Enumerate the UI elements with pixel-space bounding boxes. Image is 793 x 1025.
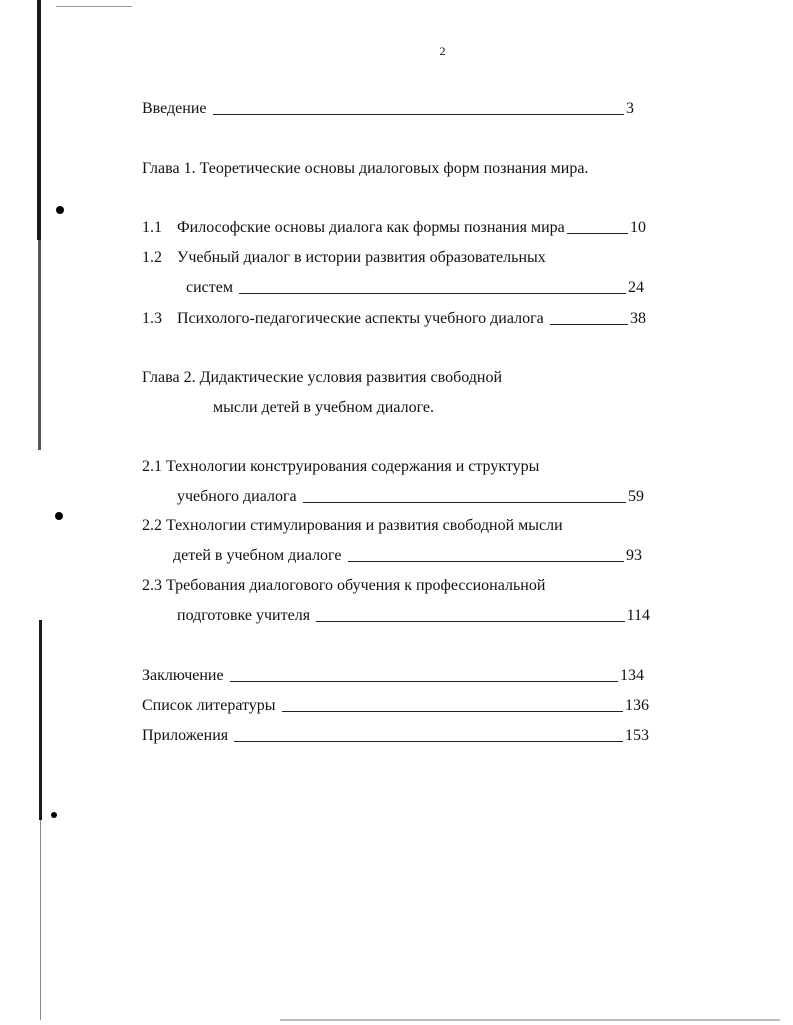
toc-leader-line — [213, 113, 625, 115]
toc-leader-line — [239, 292, 626, 294]
toc-entry-page: 38 — [630, 310, 646, 327]
toc-entry-1-2 — [186, 278, 644, 298]
toc-leader-line — [282, 710, 623, 712]
toc-entry-number: 1.1 — [142, 219, 162, 236]
toc-entry-label: детей в учебном диалоге — [173, 547, 342, 564]
toc-entry-appendices — [142, 726, 649, 746]
toc-entry-number: 1.3 — [142, 310, 162, 327]
toc-entry-number: 1.2 — [142, 249, 162, 266]
toc-entry-label: Психолого-педагогические аспекты учебного диалога — [177, 310, 544, 327]
toc-leader-line — [567, 232, 628, 234]
toc-entry-page: 93 — [626, 547, 642, 564]
chapter-1-title: Глава 1. Теоретические основы диалоговых форм познания мира. — [142, 160, 589, 177]
chapter-2-title-line1: Глава 2. Дидактические условия развития свободной — [142, 369, 503, 386]
toc-leader-line — [316, 620, 625, 622]
toc-entry-1-3 — [142, 309, 646, 329]
toc-entry-page: 3 — [626, 100, 634, 117]
toc-entry-label: систем — [186, 279, 233, 296]
toc-entry-references — [142, 696, 649, 716]
toc-entry-2-2-line1: 2.2 Технологии стимулирования и развития свободной мысли — [142, 517, 563, 534]
toc-entry-2-2 — [173, 546, 642, 566]
toc-entry-label: учебного диалога — [177, 488, 297, 505]
scan-dot — [51, 812, 57, 818]
toc-entry-label: Философские основы диалога как формы познания мира — [177, 219, 565, 236]
page-number: 2 — [439, 44, 446, 58]
toc-entry-page: 153 — [625, 727, 649, 744]
toc-entry-conclusion — [142, 666, 644, 686]
toc-entry-page: 134 — [620, 667, 644, 684]
toc-leader-line — [348, 560, 624, 562]
toc-entry-label: Учебный диалог в истории развития образовательных — [177, 249, 546, 266]
toc-entry-label: Введение — [142, 100, 207, 117]
toc-entry-label: подготовке учителя — [177, 607, 311, 624]
toc-entry-label: Приложения — [142, 727, 229, 744]
toc-entry-page: 114 — [626, 607, 650, 624]
toc-entry-page: 24 — [628, 279, 644, 296]
scan-bar — [37, 0, 41, 240]
toc-entry-page: 136 — [625, 697, 649, 714]
toc-entry-2-3-line1: 2.3 Требования диалогового обучения к профессиональной — [142, 577, 546, 594]
toc-entry-page: 10 — [630, 219, 646, 236]
scan-dot — [56, 206, 64, 214]
toc-entry-2-1-line1: 2.1 Технологии конструирования содержания и структуры — [142, 458, 540, 475]
toc-entry-1-1 — [142, 218, 646, 238]
toc-entry-intro — [142, 99, 634, 119]
toc-entry-2-1 — [177, 487, 644, 507]
scan-bar — [38, 240, 41, 450]
toc-leader-line — [303, 501, 626, 503]
toc-entry-label: Заключение — [142, 667, 224, 684]
toc-leader-line — [550, 323, 628, 325]
scan-bar — [40, 820, 41, 1020]
toc-leader-line — [234, 740, 623, 742]
toc-entry-label: Список литературы — [142, 697, 276, 714]
scan-top-line — [56, 6, 132, 7]
chapter-2-title-line2: мысли детей в учебном диалоге. — [213, 399, 435, 416]
scan-dot — [55, 512, 63, 520]
toc-leader-line — [230, 680, 618, 682]
toc-entry-2-3 — [177, 606, 650, 626]
toc-entry-1-2-line1 — [142, 248, 546, 268]
scan-edge-artifact — [34, 0, 44, 1025]
toc-entry-page: 59 — [628, 488, 644, 505]
scan-bottom-line — [280, 1019, 780, 1021]
scan-bar — [39, 620, 42, 820]
